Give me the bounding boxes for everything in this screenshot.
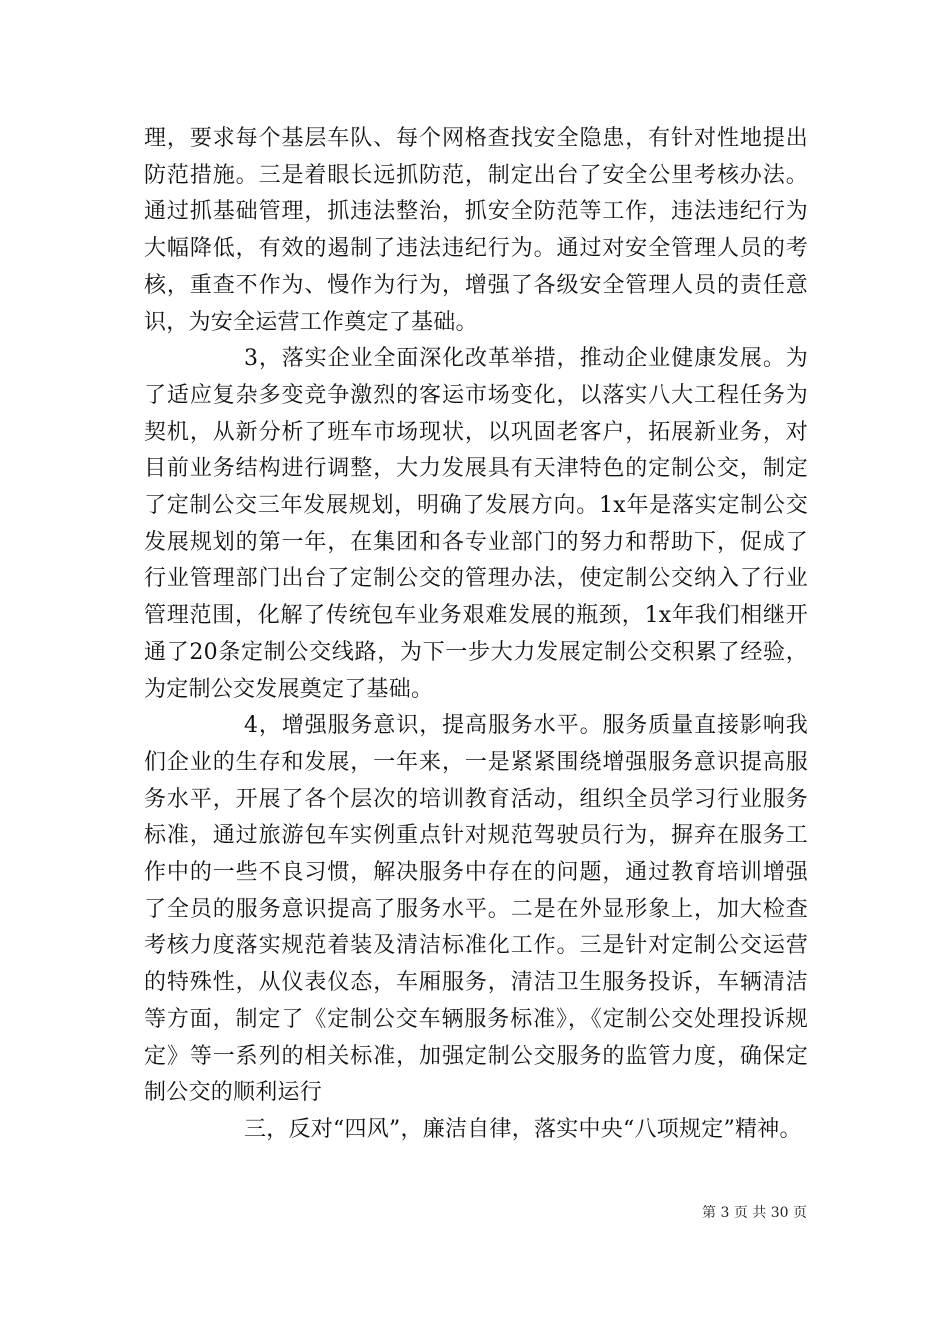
- paragraph-service: 4，增强服务意识，提高服务水平。服务质量直接影响我们企业的生存和发展，一年来，一是紧紧围绕增强服务意识提高服务水平，开展了各个层次的培训教育活动，组织全员学习行业服务标准，通过旅游包车实例重点针对规范驾驶员行为，摒弃在服务工作中的一些不良习惯，解决服务中存在的问题，通过教育培训增强了全员的服务意识提高了服务水平。二是在外显形象上，加大检查考核力度落实规范着装及清洁标准化工作。三是针对定制公交运营的特殊性，从仪表仪态，车厢服务，清洁卫生服务投诉，车辆清洁等方面，制定了《定制公交车辆服务标准》，《定制公交处理投诉规定》等一系列的相关标准，加强定制公交服务的监管力度，确保定制公交的顺利运行: [144, 713, 808, 1106]
- body-text: [144, 121, 808, 1149]
- paragraph-reform: 3，落实企业全面深化改革举措，推动企业健康发展。为了适应复杂多变竞争激烈的客运市场变化，以落实八大工程任务为契机，从新分析了班车市场现状，以巩固老客户，拓展新业务，对目前业务结构进行调整，大力发展具有天津特色的定制公交，制定了定制公交三年发展规划，明确了发展方向。1x年是落实定制公交发展规划的第一年，在集团和各专业部门的努力和帮助下，促成了行业管理部门出台了定制公交的管理办法，使定制公交纳入了行业管理范围，化解了传统包车业务艰难发展的瓶颈，1x年我们相继开通了20条定制公交线路，为下一步大力发展定制公交积累了经验，为定制公交发展奠定了基础。: [144, 346, 808, 702]
- paragraph-safety-continued: 理，要求每个基层车队、每个网格查找安全隐患，有针对性地提出防范措施。三是着眼长远抓防范，制定出台了安全公里考核办法。通过抓基础管理，抓违法整治，抓安全防范等工作，违法违纪行为大幅降低，有效的遏制了违法违纪行为。通过对安全管理人员的考核，重查不作为、慢作为行为，增强了各级安全管理人员的责任意识，为安全运营工作奠定了基础。: [144, 126, 808, 335]
- paragraph-four-winds-heading: 三，反对“四风”，廉洁自律，落实中央“八项规定”精神。: [244, 1116, 802, 1142]
- page-number-footer: 第 3 页 共 30 页: [702, 1205, 807, 1221]
